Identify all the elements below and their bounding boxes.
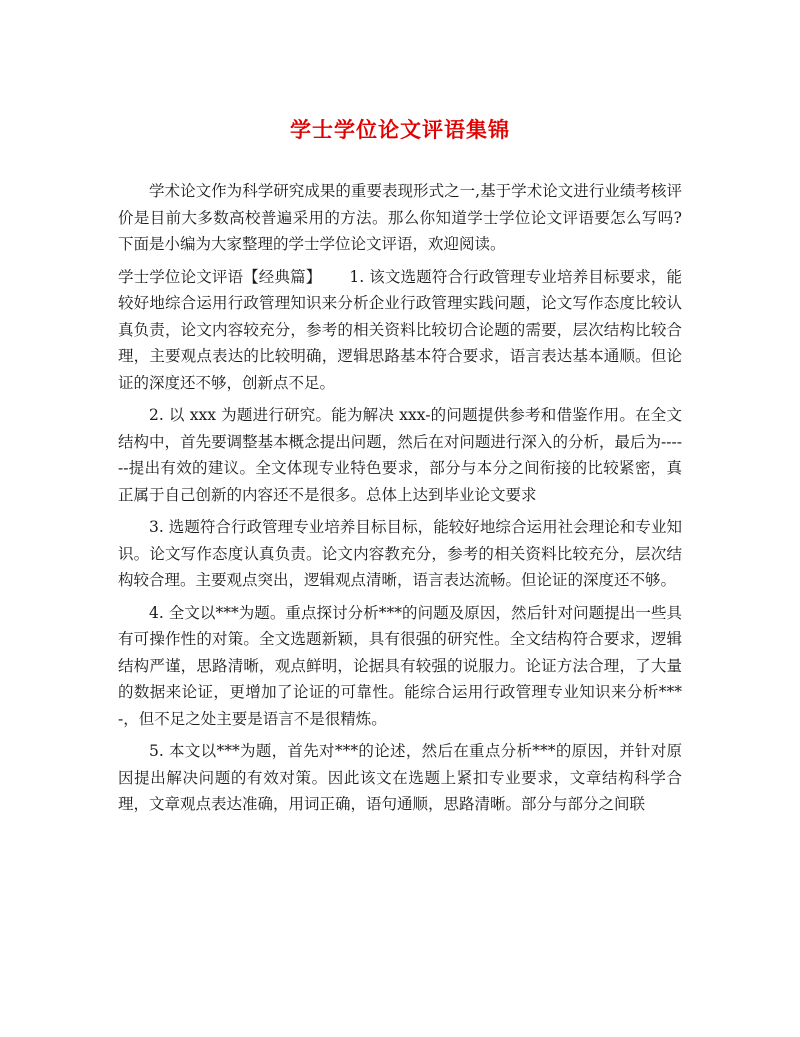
comment-item-4: 4. 全文以***为题。重点探讨分析***的问题及原因，然后针对问题提出一些具有可操作性的对策。全文选题新颖，具有很强的研究性。全文结构符合要求，逻辑结构严谨，思路清晰，观点鲜明，论据具有较强的说服力。论证方法合理，了大量的数据来论证，更增加了论证的可靠性。能综合运用行政管理专业知识来分析***-，但不足之处主要是语言不是很精炼。: [118, 603, 682, 728]
intro-paragraph: 学术论文作为科学研究成果的重要表现形式之一,基于学术论文进行业绩考核评价是目前大多数高校普遍采用的方法。那么你知道学士学位论文评语要怎么写吗?下面是小编为大家整理的学士学位论文评语，欢迎阅读。: [118, 182, 682, 253]
section-label: 学士学位论文评语【经典篇】: [118, 267, 322, 286]
document-body: [118, 178, 682, 824]
comment-item-2: 2. 以 xxx 为题进行研究。能为解决 xxx-的问题提供参考和借鉴作用。在全文结构中，首先要调整基本概念提出问题，然后在对问题进行深入的分析，最后为------提出有效的建议。全文体现专业特色要求，部分与本分之间衔接的比较紧密，真正属于自己创新的内容还不是很多。总体上达到毕业论文要求: [118, 406, 682, 504]
comment-item-1: 1. 该文选题符合行政管理专业培养目标要求，能较好地综合运用行政管理知识来分析企业行政管理实践问题，论文写作态度比较认真负责，论文内容较充分，参考的相关资料比较切合论题的需要，层次结构比较合理，主要观点表达的比较明确，逻辑思路基本符合要求，语言表达基本通顺。但论证的深度还不够，创新点不足。: [118, 267, 682, 392]
comment-item-5: 5. 本文以***为题，首先对***的论述，然后在重点分析***的原因，并针对原因提出解决问题的有效对策。因此该文在选题上紧扣专业要求，文章结构科学合理，文章观点表达准确，用词正确，语句通顺，思路清晰。部分与部分之间联: [118, 742, 682, 813]
document-title: 学士学位论文评语集锦: [290, 117, 510, 142]
comment-item-3: 3. 选题符合行政管理专业培养目标目标，能较好地综合运用社会理论和专业知识。论文写作态度认真负责。论文内容教充分，参考的相关资料比较充分，层次结构较合理。主要观点突出，逻辑观点清晰，语言表达流畅。但论证的深度还不够。: [118, 518, 682, 589]
section-paragraph: [118, 264, 682, 397]
